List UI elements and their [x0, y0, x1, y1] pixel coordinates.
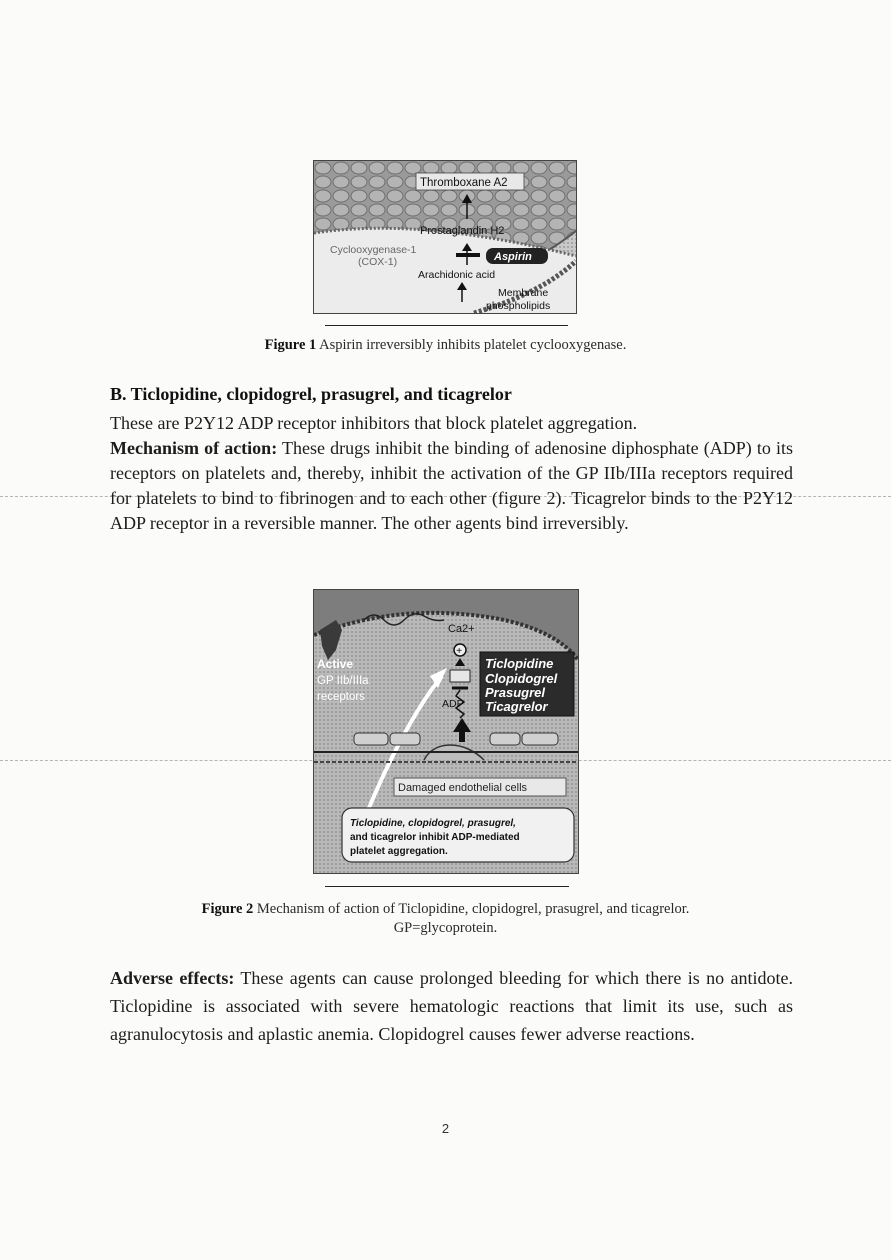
figure-2-caption-text: Mechanism of action of Ticlopidine, clopidogrel, prasugrel, and ticagrelor. [256, 901, 690, 917]
figure-2-caption-label: Figure 2 [201, 901, 254, 917]
figure-2-damaged-label: Damaged endothelial cells [398, 782, 528, 794]
figure-2-drug-ticlopidine: Ticlopidine [485, 656, 554, 671]
figure-2-caption-line-2: GP=glycoprotein. [393, 920, 498, 936]
figure-1-membrane-label: Membrane [498, 287, 549, 299]
figure-2-caption [0, 900, 891, 919]
figure-2-drug-ticagrelor: Ticagrelor [485, 699, 548, 714]
figure-2-rule [325, 886, 569, 887]
figure-1-aspirin-label: Aspirin [494, 251, 532, 263]
figure-1-caption-text: Aspirin irreversibly inhibits platelet cyclooxygenase. [319, 337, 627, 353]
figure-2-calcium-label: Ca2+ [448, 623, 475, 635]
figure-2-image [313, 589, 579, 874]
figure-1-caption [0, 336, 891, 355]
page-number: 2 [441, 1121, 450, 1136]
mechanism-text: These drugs inhibit the binding of adenosine diphosphate (ADP) to its receptors on platelets and, thereby, inhibit the activation of the GP IIb/IIIa receptors required for platelets to bind to fibrinogen and to each other (figure 2). Ticagrelor binds to the P2Y12 ADP receptor in a reversible manner. The other agents bind irreversibly. [110, 438, 793, 533]
figure-1-arachidonic-label: Arachidonic acid [418, 269, 496, 281]
figure-1-cox-abbrev-label: (COX-1) [358, 256, 398, 268]
section-intro: These are P2Y12 ADP receptor inhibitors that block platelet aggregation. [110, 413, 638, 433]
figure-2-gp-label: GP IIb/IIIa [317, 675, 369, 687]
figure-1-prostaglandin-label: Prostaglandin H2 [420, 225, 505, 237]
figure-2-drug-prasugrel: Prasugrel [485, 685, 545, 700]
section-heading: B. Ticlopidine, clopidogrel, prasugrel, and ticagrelor [110, 384, 512, 404]
adverse-effects-paragraph [110, 964, 793, 1048]
figure-1-caption-label: Figure 1 [264, 337, 317, 353]
adverse-effects-label: Adverse effects: [110, 968, 235, 988]
adverse-effects-text: These agents can cause prolonged bleeding for which there is no antidote. Ticlopidine is associated with severe hematologic reactions that limit its use, such as agranulocytosis and aplastic anemia. Clopidogrel causes fewer adverse reactions. [110, 968, 793, 1044]
figure-2-receptors-label: receptors [317, 691, 365, 703]
svg-text:+: + [456, 645, 463, 657]
figure-1-thromboxane-label: Thromboxane A2 [420, 177, 508, 189]
figure-1-image [313, 160, 577, 314]
figure-1-phospholipids-label: phospholipids [486, 300, 551, 312]
figure-1-rule [325, 325, 568, 326]
figure-2-note-line-2: and ticagrelor inhibit ADP-mediated [350, 832, 520, 843]
figure-2-adp-label: ADP [442, 698, 464, 710]
mechanism-paragraph [110, 436, 793, 536]
figure-2-note-line-3: platelet aggregation. [350, 846, 448, 857]
mechanism-label: Mechanism of action: [110, 438, 278, 458]
figure-1-cox-label: Cyclooxygenase-1 [330, 244, 417, 256]
figure-2-drug-clopidogrel: Clopidogrel [485, 671, 558, 686]
figure-2-note-line-1: Ticlopidine, clopidogrel, prasugrel, [350, 818, 516, 829]
figure-2-active-label: Active [317, 657, 354, 671]
